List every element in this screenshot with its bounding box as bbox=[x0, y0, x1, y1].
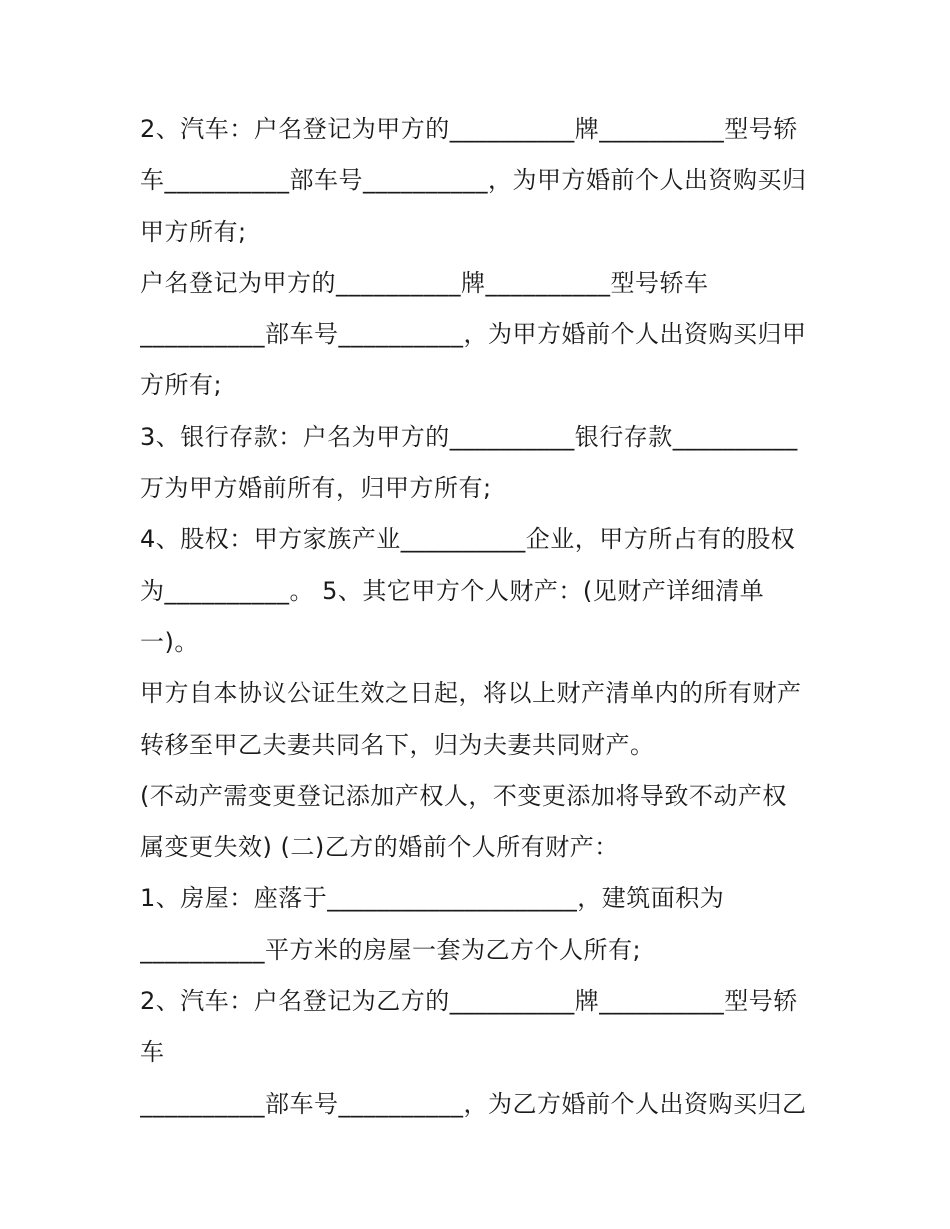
text-line-13: 转移至甲乙夫妻共同名下，归为夫妻共同财产。 bbox=[140, 730, 655, 759]
text-line-15: 属变更失效) (二)乙方的婚前个人所有财产： bbox=[140, 833, 619, 862]
text-line-4: 户名登记为甲方的__________牌__________型号轿车 bbox=[140, 268, 709, 297]
text-line-2: 车__________部车号__________，为甲方婚前个人出资购买归 bbox=[140, 166, 807, 195]
text-line-8: 万为甲方婚前所有，归甲方所有; bbox=[140, 474, 492, 503]
text-line-12: 甲方自本协议公证生效之日起，将以上财产清单内的所有财产 bbox=[140, 679, 802, 708]
text-line-19: 车 bbox=[140, 1038, 165, 1067]
text-line-9: 4、股权：甲方家族产业__________企业，甲方所占有的股权 bbox=[140, 525, 796, 554]
text-line-10: 为__________。 5、其它甲方个人财产：(见财产详细清单 bbox=[140, 576, 765, 605]
text-line-3: 甲方所有; bbox=[140, 217, 247, 246]
text-line-16: 1、房屋：座落于____________________，建筑面积为 bbox=[140, 884, 725, 913]
text-line-18: 2、汽车：户名登记为乙方的__________牌__________型号轿 bbox=[140, 987, 798, 1016]
text-line-6: 方所有; bbox=[140, 371, 223, 400]
text-line-7: 3、银行存款：户名为甲方的__________银行存款__________ bbox=[140, 422, 798, 451]
text-line-1: 2、汽车：户名登记为甲方的__________牌__________型号轿 bbox=[140, 115, 798, 143]
text-line-17: __________平方米的房屋一套为乙方个人所有; bbox=[140, 935, 642, 964]
text-line-11: 一)。 bbox=[140, 627, 199, 656]
text-line-14: (不动产需变更登记添加产权人，不变更添加将导致不动产权 bbox=[140, 781, 787, 810]
text-line-5: __________部车号__________，为甲方婚前个人出资购买归甲 bbox=[140, 320, 807, 349]
text-line-20: __________部车号__________，为乙方婚前个人出资购买归乙 bbox=[140, 1089, 807, 1118]
document-body bbox=[140, 104, 820, 1130]
